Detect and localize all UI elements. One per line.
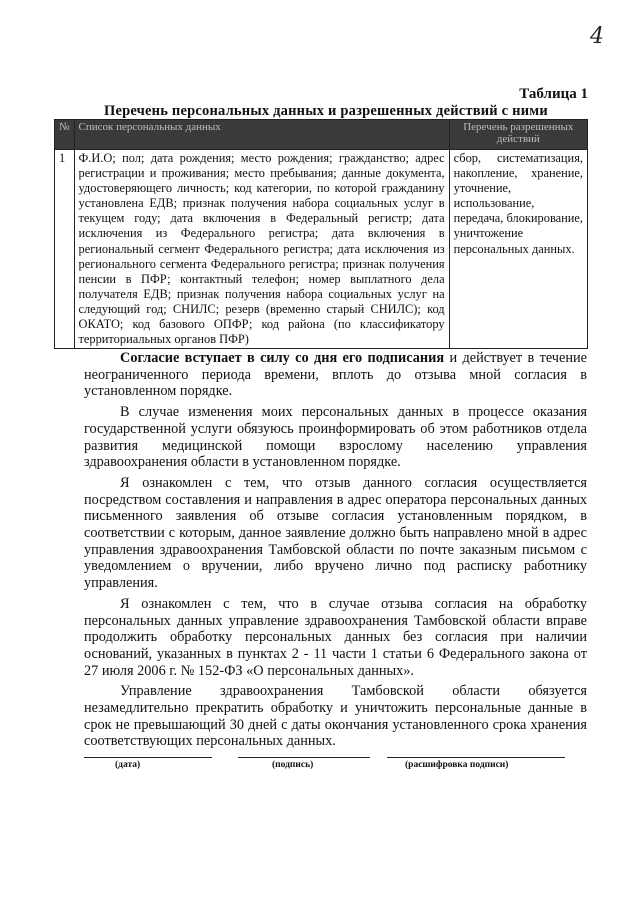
paragraph-obligation: Управление здравоохранения Тамбовской области обязуется незамедлительно прекратить обработку и уничтожить персональные данные в срок не превышающий 30 дней с даты окончания установленного срока хранения соответствующих персональных данных. xyxy=(84,683,587,750)
header-data-list: Список персональных данных xyxy=(74,120,449,150)
row-actions: сбор, систематизация, накопление, хранение, уточнение, использование, передача, блокирование, уничтожение персональных данных. xyxy=(449,150,587,349)
table-row xyxy=(55,150,588,349)
paragraph-revocation: Я ознакомлен с тем, что отзыв данного согласия осуществляется посредством составления и направления в адрес оператора персональных данных письменного заявления об отзыве согласия установленным порядком, в соответствии с которым, данное заявление должно быть направлено мной в адрес управления здравоохранения Тамбовской области по почте заказным письмом с уведомлением о вручении, либо вручено лично под расписку работнику управления. xyxy=(84,474,587,592)
paragraph-changes: В случае изменения моих персональных данных в процессе оказания государственной услуги обязуюсь проинформировать об этом работников отдела развития медицинской помощи взрослому населению управления здравоохранения области в установленном порядке. xyxy=(84,404,587,471)
date-label: (дата) xyxy=(115,760,141,770)
row-data-list: Ф.И.О; пол; дата рождения; место рождения; гражданство; адрес регистрации и проживания; место пребывания; данные документа, удостоверяющего личность; код категории, по которой гражданину установлена ЕДВ; признак получения набора социальных услуг в текущем году; дата включения в Федеральный регистр; дата исключения из Федерального регистра; дата включения в региональный сегмент Федерального регистра; дата исключения из регионального сегмента Федерального регистра; признак получения пенсии в ПФР; контактный телефон; номер выплатного дела получателя ЕДВ; признак получения набора социальных услуг на следующий год; СНИЛС; резерв (временно старый СНИЛС); код ОКАТО; код базового ОПФР; код района (по классификатору территориальных органов ПФР) xyxy=(74,150,449,349)
paragraph-validity-rest: и действует в течение неограниченного периода времени, вплоть до отзыва мной согласия в установленном порядке. xyxy=(84,350,587,400)
paragraph-validity-bold: Согласие вступает в силу со дня его подписания xyxy=(120,350,445,366)
decoding-line xyxy=(387,757,565,758)
paragraph-validity xyxy=(84,350,587,400)
table-header-row xyxy=(55,120,588,150)
table-caption: Таблица 1 xyxy=(519,86,588,102)
header-num: № xyxy=(55,120,75,150)
row-num: 1 xyxy=(55,150,75,349)
signature-line xyxy=(238,757,370,758)
consent-body xyxy=(84,350,587,750)
personal-data-table xyxy=(54,119,588,349)
signature-label: (подпись) xyxy=(272,760,314,770)
date-line xyxy=(84,757,212,758)
table-title: Перечень персональных данных и разрешенных действий с ними xyxy=(104,103,548,119)
page-number: 4 xyxy=(590,24,604,49)
header-actions: Перечень разрешенных действий xyxy=(449,120,587,150)
decoding-label: (расшифровка подписи) xyxy=(405,760,509,770)
paragraph-processing: Я ознакомлен с тем, что в случае отзыва согласия на обработку персональных данных управление здравоохранения Тамбовской области вправе продолжить обработку персональных данных без согласия при наличии оснований, указанных в пунктах 2 - 11 части 1 статьи 6 Федерального закона от 27 июля 2006 г. № 152-ФЗ «О персональных данных». xyxy=(84,595,587,679)
